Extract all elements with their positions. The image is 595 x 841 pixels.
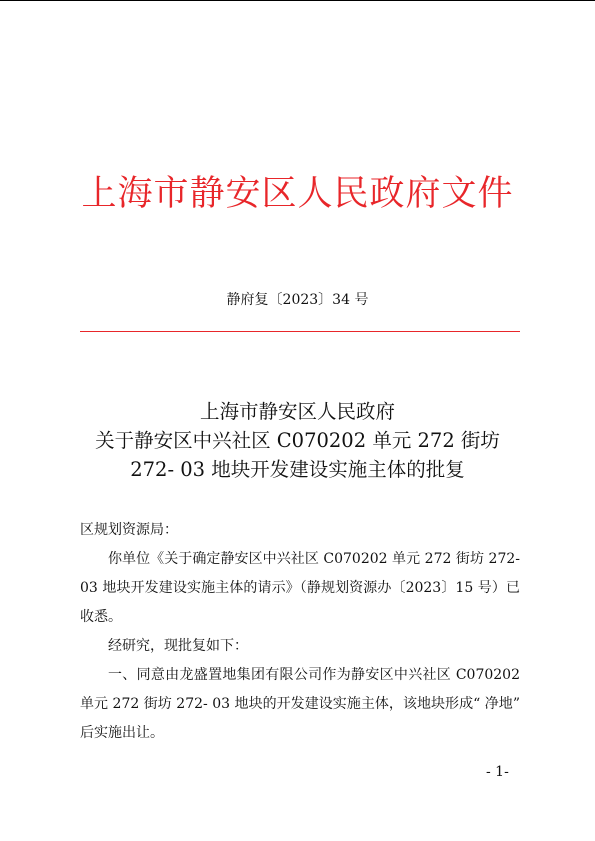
document-body [80, 516, 520, 748]
body-paragraph: 一、同意由龙盛置地集团有限公司作为静安区中兴社区 C070202 单元 272 街坊 272- 03 地块的开发建设实施主体，该地块形成“ 净地” 后实施出让。 [80, 667, 520, 741]
reply-title-line-1: 上海市静安区人民政府 [199, 400, 395, 423]
reply-title [40, 397, 555, 484]
top-border-line [0, 0, 595, 1]
red-separator-line [80, 331, 520, 332]
reply-title-line-3: 272- 03 地块开发建设实施主体的批复 [130, 458, 465, 481]
document-number: 静府复〔2023〕34 号 [226, 292, 369, 308]
reply-title-line-2: 关于静安区中兴社区 C070202 单元 272 街坊 [95, 429, 500, 452]
document-header-title: 上海市静安区人民政府文件 [81, 174, 514, 214]
addressee: 区规划资源局： [80, 522, 178, 538]
body-paragraph: 经研究，现批复如下： [108, 638, 248, 654]
page-number: - 1- [486, 764, 509, 780]
body-paragraph: 你单位《关于确定静安区中兴社区 C070202 单元 272 街坊 272- 03 地块开发建设实施主体的请示》（静规划资源办〔2023〕15 号）已收悉。 [80, 551, 520, 625]
